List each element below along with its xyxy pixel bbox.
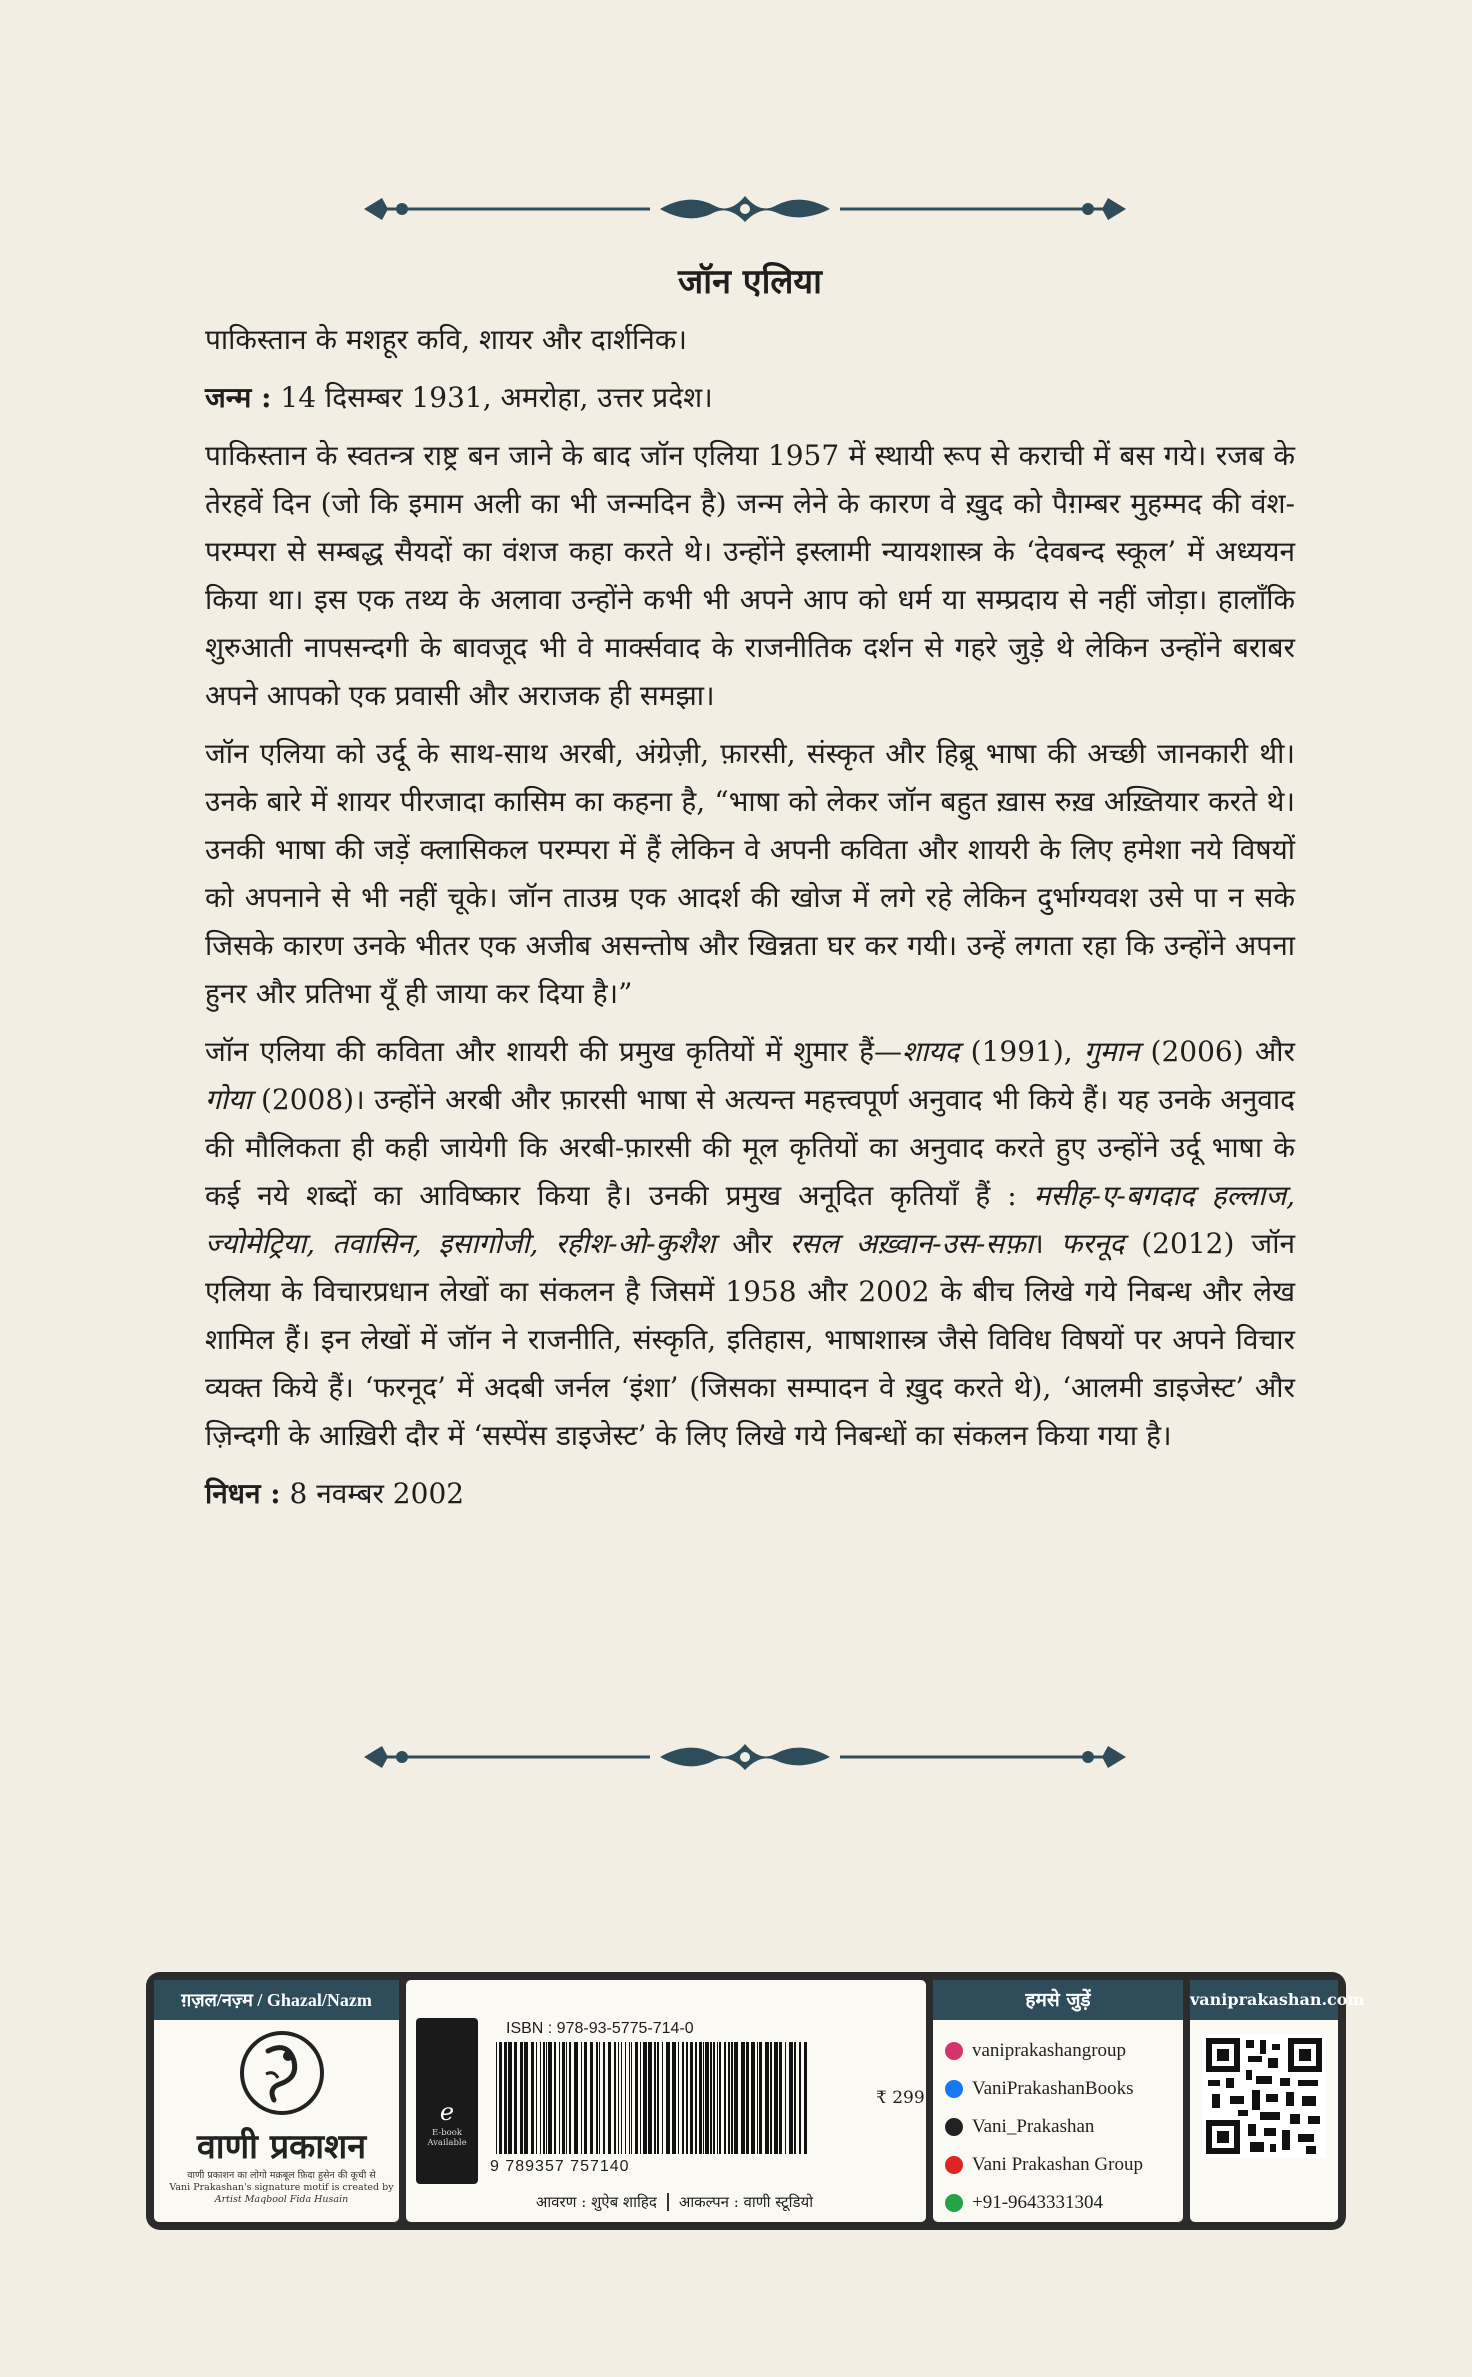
- barcode-bar: [631, 2042, 632, 2154]
- qr-code-icon: [1202, 2034, 1326, 2158]
- barcode-bar: [574, 2042, 578, 2154]
- cover-credit: आवरण : शुऐब शाहिद: [535, 2193, 657, 2211]
- ebook-text-2: Available: [427, 2138, 467, 2148]
- barcode-bar: [608, 2042, 611, 2154]
- social-item[interactable]: [945, 2184, 1143, 2222]
- work-title: शायद: [901, 1035, 960, 1068]
- barcode-bar: [794, 2042, 796, 2154]
- barcode-bar: [559, 2042, 560, 2154]
- barcode-bar: [765, 2042, 769, 2154]
- barcode-bar: [524, 2042, 528, 2154]
- barcode-bar: [710, 2042, 712, 2154]
- genre-label: ग़ज़ल/नज़्म / Ghazal/Nazm: [154, 1980, 399, 2020]
- barcode-bar: [618, 2042, 619, 2154]
- barcode-bar: [741, 2042, 745, 2154]
- barcode-bar: [770, 2042, 772, 2154]
- work-title: फरनूद: [1060, 1227, 1125, 1260]
- paragraph-2: जॉन एलिया को उर्दू के साथ-साथ अरबी, अंग्रेज़ी, फ़ारसी, संस्कृत और हिब्रू भाषा की अच्छी जानकारी थी। उनके बारे में शायर पीरजादा कासिम का कहना है, “भाषा को लेकर जॉन बहुत ख़ास रुख़ अख़्तियार करते थे। उनकी भाषा की जड़ें क्लासिकल परम्परा में हैं लेकिन वे अपनी कविता और शायरी के लिए हमेशा नये विषयों को अपनाने से भी नहीं चूके। जॉन ताउम्र एक आदर्श की खोज में लगे रहे लेकिन दुर्भाग्यवश उसे पा न सके जिसके कारण उनके भीतर एक अजीब असन्तोष और खिन्नता घर कर गयी। उन्हें लगता रहा कि उन्होंने अपना हुनर और प्रतिभा यूँ ही जाया कर दिया है।”: [205, 737, 1295, 1010]
- barcode-bar: [543, 2042, 545, 2154]
- isbn-text: ISBN : 978-93-5775-714-0: [506, 2020, 694, 2037]
- x-icon: [945, 2118, 963, 2136]
- barcode-bar: [804, 2042, 807, 2154]
- barcode-bar: [686, 2042, 688, 2154]
- top-ornament: [360, 184, 1130, 234]
- text: (2012) जॉन एलिया के विचारप्रधान लेखों का संकलन है जिसमें 1958 और 2002 के बीच लिखे गये निबन्ध और लेख शामिल हैं। इन लेखों में जॉन ने राजनीति, संस्कृति, इतिहास, भाषाशास्त्र जैसे विविध विषयों पर अपने विचार व्यक्त किये हैं। ‘फरनूद’ में अदबी जर्नल ‘इंशा’ (जिसका सम्पादन वे ख़ुद करते थे), ‘आलमी डाइजेस्ट’ और ज़िन्दगी के आख़िरी दौर में ‘सस्पेंस डाइजेस्ट’ के लिए लिखे गये निबन्धों का संकलन किया गया है।: [205, 1227, 1295, 1452]
- barcode-bar: [731, 2042, 733, 2154]
- bottom-ornament: [360, 1732, 1130, 1782]
- barcode-bar: [562, 2042, 565, 2154]
- logo-credit: [158, 2170, 405, 2206]
- barcode-bar: [695, 2042, 697, 2154]
- author-name: जॉन एलिया: [678, 262, 822, 302]
- back-cover-footer: [146, 1972, 1346, 2230]
- barcode: [492, 2042, 812, 2156]
- barcode-bar: [728, 2042, 730, 2154]
- text: (2008)। उन्होंने अरबी और फ़ारसी भाषा से अत्यन्त महत्त्वपूर्ण अनुवाद भी किये हैं। यह उनके अनुवाद की मौलिकता ही कही जायेगी कि अरबी-फ़ारसी की मूल कृतियों का अनुवाद करते हुए उन्होंने उर्दू भाषा के कई नये शब्दों का आविष्कार किया है। उनकी प्रमुख अनूदित कृतियाँ हैं :: [205, 1083, 1295, 1212]
- barcode-bar: [690, 2042, 693, 2154]
- death-value: 8 नवम्बर 2002: [289, 1477, 465, 1510]
- credit-english: Vani Prakashan's signature motif is created by: [169, 2182, 394, 2193]
- barcode-bar: [757, 2042, 758, 2154]
- work-title: गोया: [205, 1083, 252, 1116]
- barcode-bar: [654, 2042, 656, 2154]
- barcode-bar: [643, 2042, 647, 2154]
- author-bio: [205, 258, 1295, 1528]
- social-item[interactable]: [945, 2070, 1143, 2108]
- barcode-bar: [724, 2042, 726, 2154]
- barcode-bar: [569, 2042, 571, 2154]
- barcode-bar: [546, 2042, 547, 2154]
- ebook-text-1: E-book: [431, 2128, 463, 2138]
- text: ।: [1033, 1227, 1061, 1260]
- barcode-bar: [648, 2042, 652, 2154]
- barcode-bar: [657, 2042, 659, 2154]
- social-list: [945, 2032, 1143, 2222]
- barcode-bar: [629, 2042, 630, 2154]
- barcode-bar: [662, 2042, 663, 2154]
- text: (2006) और: [1139, 1035, 1295, 1068]
- ebook-badge: [416, 2018, 478, 2184]
- barcode-bar: [496, 2042, 497, 2154]
- barcode-bar: [603, 2042, 605, 2154]
- barcode-bar: [666, 2042, 670, 2154]
- barcode-bar: [599, 2042, 600, 2154]
- credit-artist: Artist Maqbool Fida Husain: [214, 2194, 349, 2205]
- birth-line: [205, 374, 1295, 422]
- barcode-bar: [548, 2042, 552, 2154]
- barcode-number: 9 789357 757140: [490, 2158, 630, 2175]
- social-label: VaniPrakashanBooks: [972, 2078, 1134, 2099]
- barcode-bar: [719, 2042, 721, 2154]
- credit-hindi: वाणी प्रकाशन का लोगो मक़बूल फ़िदा हुसेन की कूची से: [187, 2170, 376, 2181]
- facebook-icon: [945, 2080, 963, 2098]
- barcode-bar: [499, 2042, 502, 2154]
- price: ₹ 299: [876, 2088, 925, 2108]
- youtube-icon: [945, 2156, 963, 2174]
- barcode-bar: [703, 2042, 704, 2154]
- social-panel: [933, 1980, 1183, 2222]
- paragraph-1: पाकिस्तान के स्वतन्त्र राष्ट्र बन जाने के बाद जॉन एलिया 1957 में स्थायी रूप से कराची में बस गये। रजब के तेरहवें दिन (जो कि इमाम अली का भी जन्मदिन है) जन्म लेने के कारण वे ख़ुद को पैग़म्बर मुहम्मद की वंश-परम्परा से सम्बद्ध सैयदों का वंशज कहा करते थे। उन्होंने इस्लामी न्यायशास्त्र के ‘देवबन्द स्कूल’ में अध्ययन किया था। इस एक तथ्य के अलावा उन्होंने कभी भी अपने आप को धर्म या सम्प्रदाय से नहीं जोड़ा। हालाँकि शुरुआती नापसन्दगी के बावजूद भी वे मार्क्सवाद के राजनीतिक दर्शन से गहरे जुड़े थे लेकिन उन्होंने बराबर अपने आपको एक प्रवासी और अराजक ही समझा।: [205, 439, 1295, 712]
- barcode-bar: [625, 2042, 626, 2154]
- cover-credits: [406, 2192, 943, 2212]
- barcode-bar: [614, 2042, 616, 2154]
- barcode-bar: [705, 2042, 709, 2154]
- birth-value: 14 दिसम्बर 1931, अमरोहा, उत्तर प्रदेश।: [280, 381, 713, 414]
- barcode-bar: [520, 2042, 523, 2154]
- barcode-bar: [514, 2042, 517, 2154]
- barcode-bar: [682, 2042, 684, 2154]
- barcode-bar: [566, 2042, 567, 2154]
- paragraph-3: [205, 1028, 1295, 1460]
- ebook-text: [418, 2128, 476, 2148]
- work-title: मसीह-ए-बगदाद हल्लाज, ज्योमेट्रिया, तवासिन, इसागोजी, रहीश-ओ-कुशैश: [205, 1179, 1295, 1260]
- barcode-bar: [584, 2042, 587, 2154]
- barcode-bar: [596, 2042, 598, 2154]
- social-label: Vani_Prakashan: [972, 2116, 1095, 2137]
- social-label: vaniprakashangroup: [972, 2040, 1127, 2061]
- birth-label: जन्म :: [205, 381, 272, 414]
- barcode-bar: [746, 2042, 749, 2154]
- barcode-bar: [779, 2042, 782, 2154]
- intro-line: पाकिस्तान के मशहूर कवि, शायर और दार्शनिक।: [205, 323, 687, 356]
- barcode-bar: [536, 2042, 537, 2154]
- website-link[interactable]: vaniprakashan.com: [1190, 1980, 1338, 2020]
- text: जॉन एलिया की कविता और शायरी की प्रमुख कृतियों में शुमार हैं—: [205, 1035, 902, 1068]
- social-item[interactable]: [945, 2108, 1143, 2146]
- social-label: +91-9643331304: [972, 2192, 1104, 2213]
- barcode-bar: [785, 2042, 786, 2154]
- text: और: [715, 1227, 790, 1260]
- barcode-bar: [774, 2042, 778, 2154]
- barcode-bar: [713, 2042, 715, 2154]
- barcode-bar: [621, 2042, 622, 2154]
- ebook-icon: e: [439, 2098, 455, 2126]
- barcode-bar: [799, 2042, 801, 2154]
- barcode-bar: [508, 2042, 512, 2154]
- barcode-bar: [789, 2042, 793, 2154]
- barcode-bar: [554, 2042, 556, 2154]
- social-label: Vani Prakashan Group: [972, 2154, 1143, 2175]
- design-credit: आकल्पन : वाणी स्टूडियो: [678, 2193, 814, 2211]
- barcode-bar: [678, 2042, 679, 2154]
- death-line: [205, 1470, 1295, 1518]
- connect-title: हमसे जुड़ें: [933, 1980, 1183, 2020]
- barcode-bar: [635, 2042, 638, 2154]
- publisher-name: वाणी प्रकाशन: [196, 2127, 367, 2167]
- instagram-icon: [945, 2042, 963, 2060]
- barcode-bar: [751, 2042, 755, 2154]
- barcode-bar: [759, 2042, 762, 2154]
- social-item[interactable]: [945, 2032, 1143, 2070]
- barcode-bar: [590, 2042, 593, 2154]
- work-title: गुमान: [1083, 1035, 1140, 1068]
- barcode-bar: [640, 2042, 641, 2154]
- barcode-bar: [581, 2042, 582, 2154]
- website-panel: [1190, 1980, 1365, 2222]
- social-item[interactable]: [945, 2146, 1143, 2184]
- death-label: निधन :: [205, 1477, 281, 1510]
- text: (1991),: [959, 1035, 1084, 1068]
- work-title: रसल अख़्वान-उस-सफ़ा: [789, 1227, 1034, 1260]
- whatsapp-icon: [945, 2194, 963, 2212]
- publisher-logo-icon: [228, 2026, 336, 2120]
- barcode-bar: [734, 2042, 738, 2154]
- barcode-bar: [540, 2042, 541, 2154]
- barcode-bar: [504, 2042, 507, 2154]
- barcode-bar: [531, 2042, 534, 2154]
- barcode-bar: [672, 2042, 676, 2154]
- publisher-panel: [154, 1980, 399, 2222]
- barcode-bar: [717, 2042, 718, 2154]
- isbn-panel: [406, 1980, 926, 2222]
- barcode-bar: [699, 2042, 702, 2154]
